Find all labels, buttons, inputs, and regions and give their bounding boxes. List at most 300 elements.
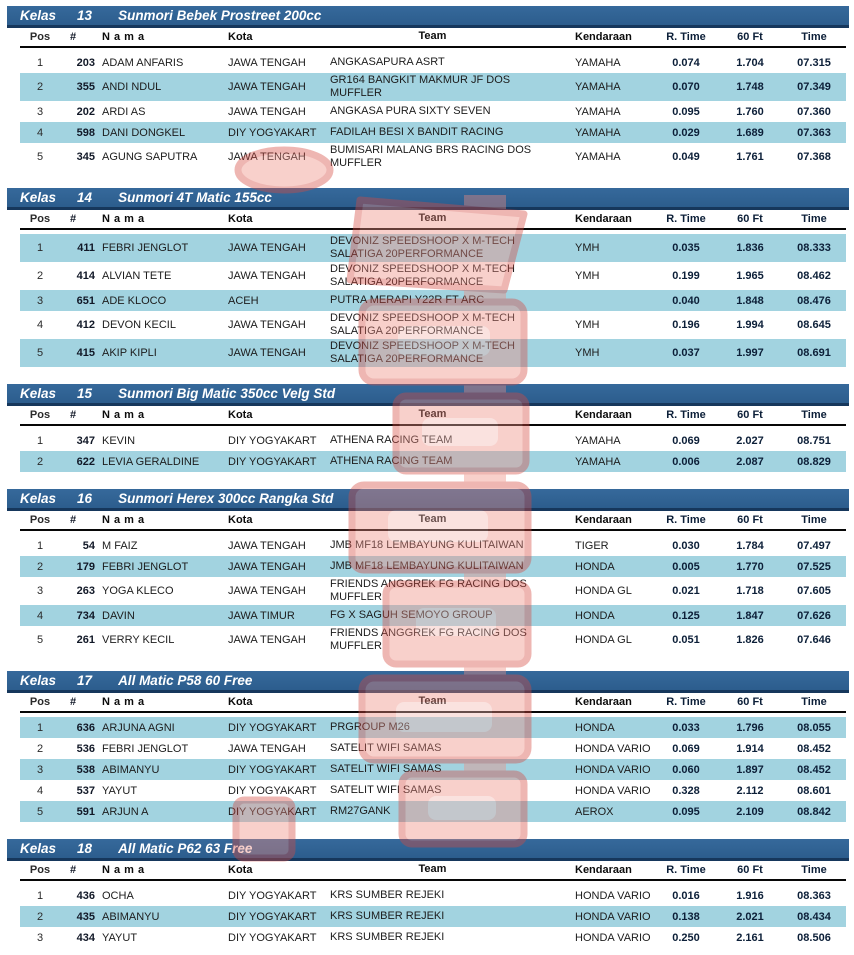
result-row [20, 626, 846, 654]
column-header-time: Time [801, 864, 827, 876]
cell-team: DEVONIZ SPEEDSHOOP X M-TECH SALATIGA 20PERFORMANCE [330, 340, 515, 365]
column-header-row [20, 693, 846, 713]
cell-kendaraan: HONDA [575, 560, 615, 573]
cell-team: SATELIT WIFI SAMAS [330, 784, 442, 796]
cell-rtime: 0.199 [672, 270, 700, 282]
column-header-row [20, 28, 846, 48]
cell-num: 412 [76, 319, 95, 331]
column-header-team: Team [418, 513, 447, 525]
cell-kendaraan: YAMAHA [575, 81, 621, 93]
cell-rtime: 0.021 [672, 585, 700, 597]
column-header-row [20, 511, 846, 531]
cell-pos: 4 [36, 126, 44, 139]
cell-time: 08.476 [797, 294, 831, 307]
cell-kota: JAWA TENGAH [228, 105, 306, 118]
cell-kendaraan: HONDA VARIO [575, 889, 651, 902]
cell-time: 08.506 [797, 931, 831, 944]
cell-nama: ANDI NDUL [102, 81, 162, 93]
column-header-kendaraan: Kendaraan [575, 409, 632, 421]
cell-pos: 5 [36, 805, 44, 818]
cell-num: 355 [76, 81, 95, 93]
cell-rtime: 0.095 [672, 105, 700, 118]
cell-rtime: 0.016 [672, 889, 700, 902]
cell-rtime: 0.060 [672, 763, 700, 776]
cell-pos: 3 [36, 105, 44, 118]
class-title: Sunmori Bebek Prostreet 200cc [118, 8, 322, 23]
column-header-nama: N a m a [102, 514, 145, 526]
cell-sixty: 2.161 [736, 931, 764, 944]
cell-kendaraan: YAMAHA [575, 151, 621, 163]
cell-team: KRS SUMBER REJEKI [330, 931, 445, 943]
cell-num: 347 [76, 434, 95, 447]
cell-rtime: 0.138 [672, 910, 700, 923]
column-header-num: # [69, 864, 77, 876]
result-row [20, 577, 846, 605]
cell-rtime: 0.005 [672, 560, 700, 573]
cell-pos: 1 [36, 56, 44, 69]
cell-rtime: 0.051 [672, 634, 700, 646]
cell-nama: YAYUT [102, 784, 138, 797]
cell-time: 08.842 [797, 805, 831, 818]
result-row [20, 906, 846, 927]
cell-time: 08.055 [797, 721, 831, 734]
cell-team: FRIENDS ANGGREK FG RACING DOS MUFFLER [330, 578, 527, 603]
cell-team: BUMISARI MALANG BRS RACING DOS MUFFLER [330, 144, 532, 169]
cell-sixty: 1.826 [736, 634, 764, 646]
results-table-kelas-15 [7, 384, 849, 472]
column-header-kendaraan: Kendaraan [575, 864, 632, 876]
cell-kota: DIY YOGYAKART [228, 721, 317, 734]
cell-pos: 2 [36, 270, 44, 282]
cell-team: PRGROUP M26 [330, 721, 410, 733]
cell-time: 08.434 [797, 910, 831, 923]
cell-num: 622 [76, 455, 95, 468]
cell-kendaraan: YAMAHA [575, 126, 621, 139]
cell-rtime: 0.074 [672, 56, 700, 69]
cell-team: KRS SUMBER REJEKI [330, 910, 445, 922]
cell-num: 537 [76, 784, 95, 797]
class-title-bar [7, 384, 849, 406]
class-number: 15 [77, 386, 93, 401]
column-header-rtime: R. Time [666, 409, 706, 421]
cell-sixty: 1.704 [736, 56, 764, 69]
column-header-time: Time [801, 514, 827, 526]
cell-num: 415 [76, 347, 95, 359]
result-row [20, 73, 846, 101]
cell-pos: 3 [36, 763, 44, 776]
cell-pos: 3 [36, 294, 44, 307]
column-header-team: Team [418, 408, 447, 420]
column-header-num: # [69, 696, 77, 708]
cell-num: 414 [76, 270, 95, 282]
class-label: Kelas [20, 8, 57, 23]
cell-kendaraan: YMH [575, 242, 600, 254]
cell-sixty: 1.796 [736, 721, 764, 734]
cell-num: 435 [76, 910, 95, 923]
column-header-rtime: R. Time [666, 31, 706, 43]
cell-num: 345 [76, 151, 95, 163]
cell-kendaraan: YAMAHA [575, 105, 621, 118]
cell-nama: DEVON KECIL [102, 319, 176, 331]
column-header-kendaraan: Kendaraan [575, 696, 632, 708]
cell-team: RM27GANK [330, 805, 391, 817]
cell-num: 598 [76, 126, 95, 139]
cell-num: 651 [76, 294, 95, 307]
cell-num: 436 [76, 889, 95, 902]
cell-sixty: 1.965 [736, 270, 764, 282]
cell-rtime: 0.069 [672, 742, 700, 755]
column-header-row [20, 861, 846, 881]
cell-nama: ALVIAN TETE [102, 270, 172, 282]
cell-pos: 1 [36, 539, 44, 552]
results-table-kelas-17 [7, 671, 849, 822]
cell-team: ANGKASAPURA ASRT [330, 56, 445, 68]
cell-time: 08.601 [797, 784, 831, 797]
cell-time: 08.363 [797, 889, 831, 902]
column-header-time: Time [801, 31, 827, 43]
cell-team: GR164 BANGKIT MAKMUR JF DOS MUFFLER [330, 74, 511, 99]
cell-pos: 5 [36, 347, 44, 359]
class-title-bar [7, 489, 849, 511]
cell-time: 07.626 [797, 609, 831, 622]
cell-rtime: 0.040 [672, 294, 700, 307]
class-number: 13 [77, 8, 93, 23]
cell-rtime: 0.196 [672, 319, 700, 331]
cell-team: DEVONIZ SPEEDSHOOP X M-TECH SALATIGA 20PERFORMANCE [330, 312, 515, 337]
cell-num: 261 [76, 634, 95, 646]
cell-team: KRS SUMBER REJEKI [330, 889, 445, 901]
result-row [20, 759, 846, 780]
cell-kota: DIY YOGYAKART [228, 455, 317, 468]
column-header-pos: Pos [29, 31, 51, 43]
result-row [20, 451, 846, 472]
cell-num: 538 [76, 763, 95, 776]
cell-sixty: 1.848 [736, 294, 764, 307]
result-row [20, 605, 846, 626]
cell-kendaraan: YMH [575, 319, 600, 331]
column-header-sixty: 60 Ft [737, 696, 763, 708]
cell-kota: JAWA TENGAH [228, 585, 306, 597]
column-header-num: # [69, 213, 77, 225]
column-header-team: Team [418, 863, 447, 875]
cell-nama: ARJUNA AGNI [102, 721, 175, 734]
results-table-kelas-13 [7, 6, 849, 171]
column-header-time: Time [801, 213, 827, 225]
class-number: 18 [77, 841, 93, 856]
cell-team: ATHENA RACING TEAM [330, 455, 453, 467]
cell-rtime: 0.125 [672, 609, 700, 622]
cell-num: 536 [76, 742, 95, 755]
column-header-rtime: R. Time [666, 514, 706, 526]
column-header-rtime: R. Time [666, 213, 706, 225]
column-header-pos: Pos [29, 696, 51, 708]
cell-pos: 2 [36, 910, 44, 923]
cell-kota: DIY YOGYAKART [228, 763, 317, 776]
cell-kota: DIY YOGYAKART [228, 889, 317, 902]
cell-team: JMB MF18 LEMBAYUNG KULITAIWAN [330, 560, 524, 572]
cell-pos: 3 [36, 585, 44, 597]
class-label: Kelas [20, 673, 57, 688]
cell-team: DEVONIZ SPEEDSHOOP X M-TECH SALATIGA 20PERFORMANCE [330, 235, 515, 260]
cell-team: ANGKASA PURA SIXTY SEVEN [330, 105, 491, 117]
cell-kota: JAWA TENGAH [228, 347, 306, 359]
cell-num: 591 [76, 805, 95, 818]
cell-nama: AKIP KIPLI [102, 347, 157, 359]
column-header-kota: Kota [228, 409, 253, 421]
result-row [20, 52, 846, 73]
cell-time: 07.363 [797, 126, 831, 139]
column-header-num: # [69, 409, 77, 421]
class-number: 14 [77, 190, 93, 205]
column-header-team: Team [418, 695, 447, 707]
column-header-time: Time [801, 409, 827, 421]
result-row [20, 535, 846, 556]
cell-nama: KEVIN [102, 434, 136, 447]
column-header-nama: N a m a [102, 409, 145, 421]
result-row [20, 262, 846, 290]
results-table-kelas-18 [7, 839, 849, 948]
cell-time: 08.751 [797, 434, 831, 447]
result-row [20, 738, 846, 759]
cell-sixty: 1.916 [736, 889, 764, 902]
column-header-sixty: 60 Ft [737, 514, 763, 526]
cell-nama: VERRY KECIL [102, 634, 175, 646]
cell-time: 07.605 [797, 585, 831, 597]
cell-team: DEVONIZ SPEEDSHOOP X M-TECH SALATIGA 20PERFORMANCE [330, 263, 515, 288]
cell-sixty: 1.997 [736, 347, 764, 359]
cell-pos: 4 [36, 784, 44, 797]
cell-time: 07.315 [797, 56, 831, 69]
cell-kota: DIY YOGYAKART [228, 784, 317, 797]
cell-kota: JAWA TIMUR [228, 609, 295, 622]
cell-rtime: 0.030 [672, 539, 700, 552]
cell-pos: 4 [36, 609, 44, 622]
column-header-num: # [69, 514, 77, 526]
cell-kota: DIY YOGYAKART [228, 126, 317, 139]
class-title-bar [7, 6, 849, 28]
column-header-sixty: 60 Ft [737, 213, 763, 225]
cell-nama: DAVIN [102, 609, 135, 622]
column-header-kendaraan: Kendaraan [575, 213, 632, 225]
column-header-num: # [69, 31, 77, 43]
result-row [20, 290, 846, 311]
cell-sixty: 1.761 [736, 151, 764, 163]
class-label: Kelas [20, 841, 57, 856]
cell-kendaraan: AEROX [575, 805, 614, 818]
cell-num: 263 [76, 585, 95, 597]
class-title: Sunmori Big Matic 350cc Velg Std [118, 386, 336, 401]
class-label: Kelas [20, 491, 57, 506]
cell-sixty: 1.897 [736, 763, 764, 776]
cell-pos: 1 [36, 242, 44, 254]
results-table-kelas-14 [7, 188, 849, 367]
cell-team: FRIENDS ANGGREK FG RACING DOS MUFFLER [330, 627, 527, 652]
column-header-nama: N a m a [102, 213, 145, 225]
cell-kota: JAWA TENGAH [228, 319, 306, 331]
cell-team: ATHENA RACING TEAM [330, 434, 453, 446]
cell-rtime: 0.049 [672, 151, 700, 163]
cell-team: FADILAH BESI X BANDIT RACING [330, 126, 504, 138]
cell-sixty: 1.770 [736, 560, 764, 573]
column-header-kendaraan: Kendaraan [575, 31, 632, 43]
cell-nama: ABIMANYU [102, 910, 160, 923]
cell-pos: 2 [36, 560, 44, 573]
class-label: Kelas [20, 386, 57, 401]
class-label: Kelas [20, 190, 57, 205]
result-row [20, 885, 846, 906]
cell-rtime: 0.033 [672, 721, 700, 734]
class-title: Sunmori Herex 300cc Rangka Std [118, 491, 334, 506]
result-row [20, 780, 846, 801]
column-header-rtime: R. Time [666, 696, 706, 708]
cell-nama: DANI DONGKEL [102, 126, 186, 139]
cell-team: SATELIT WIFI SAMAS [330, 742, 442, 754]
cell-kendaraan: HONDA GL [575, 634, 632, 646]
cell-team: JMB MF18 LEMBAYUNG KULITAIWAN [330, 539, 524, 551]
cell-time: 07.360 [797, 105, 831, 118]
cell-pos: 3 [36, 931, 44, 944]
cell-num: 411 [77, 242, 95, 254]
cell-sixty: 2.027 [736, 434, 764, 447]
cell-nama: AGUNG SAPUTRA [102, 151, 198, 163]
cell-pos: 1 [36, 721, 44, 734]
column-header-kota: Kota [228, 696, 253, 708]
cell-kendaraan: HONDA VARIO [575, 742, 651, 755]
column-header-nama: N a m a [102, 31, 145, 43]
column-header-sixty: 60 Ft [737, 409, 763, 421]
cell-sixty: 2.112 [736, 784, 764, 797]
cell-num: 54 [82, 539, 95, 552]
cell-nama: FEBRI JENGLOT [102, 560, 189, 573]
cell-pos: 5 [36, 634, 44, 646]
class-title-bar [7, 671, 849, 693]
column-header-nama: N a m a [102, 864, 145, 876]
cell-pos: 2 [36, 81, 44, 93]
cell-rtime: 0.029 [672, 126, 700, 139]
result-row [20, 311, 846, 339]
cell-nama: ADAM ANFARIS [102, 56, 184, 69]
result-row [20, 717, 846, 738]
cell-sixty: 2.109 [736, 805, 764, 818]
cell-rtime: 0.328 [672, 784, 700, 797]
column-header-sixty: 60 Ft [737, 864, 763, 876]
cell-time: 07.497 [797, 539, 831, 552]
cell-time: 08.829 [797, 455, 831, 468]
cell-num: 179 [76, 560, 95, 573]
cell-rtime: 0.070 [672, 81, 700, 93]
cell-kota: JAWA TENGAH [228, 56, 306, 69]
cell-sixty: 1.748 [736, 81, 764, 93]
column-header-pos: Pos [29, 409, 51, 421]
cell-kota: JAWA TENGAH [228, 742, 306, 755]
results-table-kelas-16 [7, 489, 849, 654]
cell-kota: JAWA TENGAH [228, 151, 306, 163]
cell-rtime: 0.069 [672, 434, 700, 447]
cell-kendaraan: HONDA [575, 609, 615, 622]
column-header-row [20, 406, 846, 426]
cell-rtime: 0.006 [672, 455, 700, 468]
cell-team: SATELIT WIFI SAMAS [330, 763, 442, 775]
cell-nama: ARJUN A [102, 805, 149, 818]
cell-time: 08.645 [797, 319, 831, 331]
cell-kota: JAWA TENGAH [228, 634, 306, 646]
cell-rtime: 0.037 [672, 347, 700, 359]
cell-time: 07.525 [797, 560, 831, 573]
cell-sixty: 2.087 [736, 455, 764, 468]
cell-kendaraan: HONDA VARIO [575, 784, 651, 797]
result-row [20, 143, 846, 171]
cell-nama: ADE KLOCO [102, 294, 167, 307]
cell-sixty: 1.847 [736, 609, 764, 622]
class-title-bar [7, 839, 849, 861]
cell-pos: 2 [36, 742, 44, 755]
cell-kendaraan: YAMAHA [575, 455, 621, 468]
cell-team: PUTRA MERAPI Y22R FT ARC [330, 294, 485, 306]
cell-kendaraan: HONDA GL [575, 585, 632, 597]
result-row [20, 556, 846, 577]
cell-time: 08.462 [797, 270, 831, 282]
cell-sixty: 1.760 [736, 105, 764, 118]
cell-nama: FEBRI JENGLOT [102, 242, 189, 254]
column-header-kota: Kota [228, 213, 253, 225]
cell-time: 07.646 [797, 634, 831, 646]
cell-team: FG X SAGUH SEMOYO GROUP [330, 609, 493, 621]
cell-kota: DIY YOGYAKART [228, 910, 317, 923]
cell-kota: JAWA TENGAH [228, 539, 306, 552]
class-number: 16 [77, 491, 93, 506]
column-header-time: Time [801, 696, 827, 708]
cell-kendaraan: YAMAHA [575, 56, 621, 69]
column-header-pos: Pos [29, 213, 51, 225]
result-row [20, 927, 846, 948]
cell-kendaraan: HONDA VARIO [575, 763, 651, 776]
cell-pos: 1 [36, 889, 44, 902]
cell-nama: YOGA KLECO [102, 585, 174, 597]
column-header-team: Team [418, 212, 447, 224]
result-row [20, 430, 846, 451]
column-header-team: Team [418, 30, 447, 42]
column-header-kendaraan: Kendaraan [575, 514, 632, 526]
result-row [20, 234, 846, 262]
cell-kota: DIY YOGYAKART [228, 434, 317, 447]
cell-num: 202 [76, 105, 95, 118]
cell-kendaraan: YMH [575, 347, 600, 359]
result-row [20, 101, 846, 122]
cell-sixty: 1.994 [736, 319, 764, 331]
cell-kendaraan: HONDA VARIO [575, 910, 651, 923]
cell-kota: JAWA TENGAH [228, 81, 306, 93]
cell-pos: 2 [36, 455, 44, 468]
cell-kendaraan: HONDA [575, 721, 615, 734]
cell-kendaraan: YAMAHA [575, 434, 621, 447]
cell-sixty: 1.689 [736, 126, 764, 139]
result-row [20, 339, 846, 367]
cell-nama: M FAIZ [102, 539, 138, 552]
cell-time: 07.349 [797, 81, 831, 93]
cell-time: 08.452 [797, 763, 831, 776]
cell-nama: LEVIA GERALDINE [102, 455, 200, 468]
cell-nama: OCHA [102, 889, 134, 902]
column-header-sixty: 60 Ft [737, 31, 763, 43]
cell-kota: JAWA TENGAH [228, 270, 306, 282]
cell-rtime: 0.250 [672, 931, 700, 944]
column-header-pos: Pos [29, 514, 51, 526]
cell-sixty: 1.914 [736, 742, 764, 755]
result-row [20, 122, 846, 143]
cell-kota: ACEH [228, 294, 259, 307]
cell-nama: ABIMANYU [102, 763, 160, 776]
result-row [20, 801, 846, 822]
